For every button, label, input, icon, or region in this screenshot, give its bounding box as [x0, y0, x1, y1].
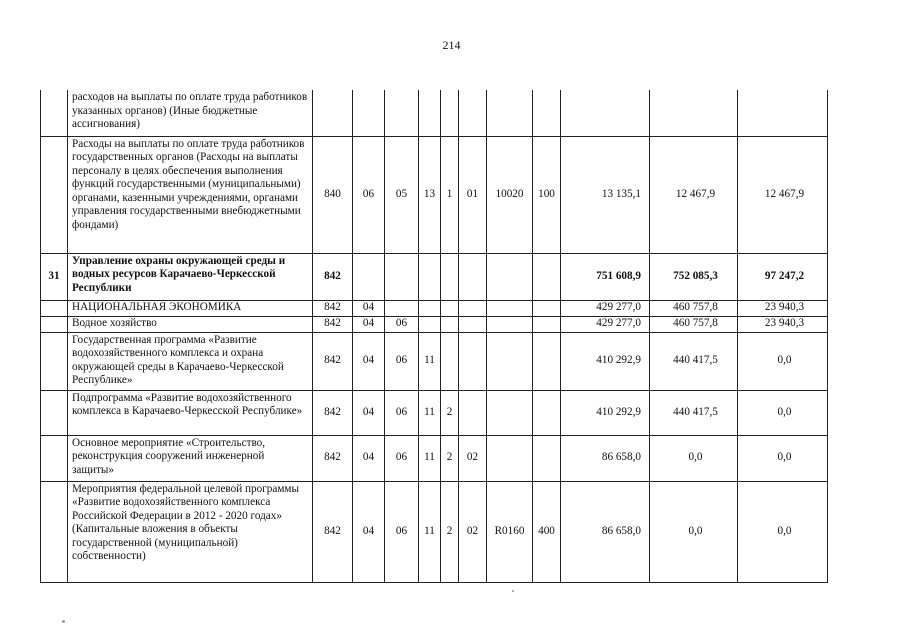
admin-code: 842 — [313, 300, 353, 316]
subprogram-code — [441, 316, 459, 332]
row-index — [41, 435, 68, 481]
amount-2: 0,0 — [650, 435, 738, 481]
amount-1: 429 277,0 — [561, 316, 650, 332]
subsection-code — [385, 253, 419, 300]
row-description: Расходы на выплаты по оплате труда работников государственных органов (Расходы на выплаты персоналу в целях обеспечения выполнения функций государственными (муниципальными) органами, казенными учреждениями, органами управления государственными внебюджетными фондами) — [68, 136, 313, 253]
section-code: 04 — [353, 332, 385, 390]
amount-3: 0,0 — [738, 390, 828, 435]
direction-code — [487, 316, 533, 332]
amount-2: 0,0 — [650, 481, 738, 582]
program-code — [419, 316, 441, 332]
subsection-code — [385, 300, 419, 316]
subsection-code: 06 — [385, 390, 419, 435]
subsection-code: 06 — [385, 316, 419, 332]
admin-code: 840 — [313, 136, 353, 253]
admin-code: 842 — [313, 332, 353, 390]
expense-type-code — [533, 390, 561, 435]
row-description: Подпрограмма «Развитие водохозяйственного комплекса в Карачаево-Черкесской Республике» — [68, 390, 313, 435]
amount-2: 440 417,5 — [650, 332, 738, 390]
direction-code — [487, 390, 533, 435]
event-code — [459, 332, 487, 390]
amount-1: 13 135,1 — [561, 136, 650, 253]
expense-type-code — [533, 435, 561, 481]
program-code: 11 — [419, 435, 441, 481]
subprogram-code: 2 — [441, 390, 459, 435]
row-index — [41, 90, 68, 136]
amount-1: 410 292,9 — [561, 390, 650, 435]
row-index — [41, 300, 68, 316]
subprogram-code: 1 — [441, 136, 459, 253]
amount-2: 460 757,8 — [650, 300, 738, 316]
row-index — [41, 481, 68, 582]
row-index — [41, 332, 68, 390]
row-description: расходов на выплаты по оплате труда работников указанных органов) (Иные бюджетные ассигнования) — [68, 90, 313, 136]
program-code — [419, 253, 441, 300]
subsection-code — [385, 90, 419, 136]
expense-type-code: 100 — [533, 136, 561, 253]
expense-type-code — [533, 300, 561, 316]
amount-1: 751 608,9 — [561, 253, 650, 300]
subprogram-code — [441, 332, 459, 390]
direction-code — [487, 435, 533, 481]
program-code: 11 — [419, 481, 441, 582]
table-row — [41, 435, 828, 481]
direction-code — [487, 253, 533, 300]
expense-type-code — [533, 90, 561, 136]
amount-2: 12 467,9 — [650, 136, 738, 253]
subprogram-code — [441, 253, 459, 300]
amount-3: 12 467,9 — [738, 136, 828, 253]
amount-1 — [561, 90, 650, 136]
amount-1: 86 658,0 — [561, 435, 650, 481]
row-description: Государственная программа «Развитие водохозяйственного комплекса и охрана окружающей среды в Карачаево-Черкесской Республике» — [68, 332, 313, 390]
page-number: 214 — [442, 38, 461, 52]
row-index — [41, 316, 68, 332]
event-code: 02 — [459, 435, 487, 481]
amount-3: 97 247,2 — [738, 253, 828, 300]
row-description: Водное хозяйство — [68, 316, 313, 332]
event-code: 01 — [459, 136, 487, 253]
budget-table — [40, 90, 828, 583]
event-code — [459, 253, 487, 300]
direction-code: 10020 — [487, 136, 533, 253]
program-code: 11 — [419, 332, 441, 390]
direction-code — [487, 90, 533, 136]
amount-1: 86 658,0 — [561, 481, 650, 582]
amount-3: 0,0 — [738, 481, 828, 582]
admin-code: 842 — [313, 390, 353, 435]
table-row — [41, 300, 828, 316]
amount-1: 429 277,0 — [561, 300, 650, 316]
table-row — [41, 481, 828, 582]
section-code: 04 — [353, 390, 385, 435]
program-code: 13 — [419, 136, 441, 253]
event-code: 02 — [459, 481, 487, 582]
admin-code: 842 — [313, 481, 353, 582]
admin-code — [313, 90, 353, 136]
row-description: Управление охраны окружающей среды и водных ресурсов Карачаево-Черкесской Республики — [68, 253, 313, 300]
event-code — [459, 390, 487, 435]
admin-code: 842 — [313, 316, 353, 332]
program-code — [419, 300, 441, 316]
row-index — [41, 390, 68, 435]
subprogram-code — [441, 300, 459, 316]
amount-3: 23 940,3 — [738, 316, 828, 332]
event-code — [459, 316, 487, 332]
section-code: 04 — [353, 435, 385, 481]
direction-code — [487, 332, 533, 390]
amount-2: 460 757,8 — [650, 316, 738, 332]
table-row — [41, 136, 828, 253]
table-row — [41, 332, 828, 390]
subprogram-code — [441, 90, 459, 136]
section-code — [353, 253, 385, 300]
row-description: Основное мероприятие «Строительство, реконструкция сооружений инженерной защиты» — [68, 435, 313, 481]
amount-2: 440 417,5 — [650, 390, 738, 435]
event-code — [459, 90, 487, 136]
amount-3: 0,0 — [738, 435, 828, 481]
subprogram-code: 2 — [441, 435, 459, 481]
expense-type-code — [533, 316, 561, 332]
section-code: 04 — [353, 481, 385, 582]
table-row — [41, 390, 828, 435]
subsection-code: 06 — [385, 435, 419, 481]
direction-code — [487, 300, 533, 316]
admin-code: 842 — [313, 435, 353, 481]
event-code — [459, 300, 487, 316]
amount-3: 23 940,3 — [738, 300, 828, 316]
section-code: 04 — [353, 300, 385, 316]
admin-code: 842 — [313, 253, 353, 300]
program-code: 11 — [419, 390, 441, 435]
subsection-code: 05 — [385, 136, 419, 253]
scan-speck — [512, 590, 514, 592]
table-row — [41, 316, 828, 332]
expense-type-code — [533, 332, 561, 390]
row-index: 31 — [41, 253, 68, 300]
program-code — [419, 90, 441, 136]
section-code: 06 — [353, 136, 385, 253]
row-description: Мероприятия федеральной целевой программы «Развитие водохозяйственного комплекса Российской Федерации в 2012 - 2020 годах» (Капитальные вложения в объекты государственной (муниципальной) собственности) — [68, 481, 313, 582]
subsection-code: 06 — [385, 481, 419, 582]
amount-3 — [738, 90, 828, 136]
expense-type-code — [533, 253, 561, 300]
subprogram-code: 2 — [441, 481, 459, 582]
section-code — [353, 90, 385, 136]
amount-2 — [650, 90, 738, 136]
subsection-code: 06 — [385, 332, 419, 390]
table-row — [41, 90, 828, 136]
row-description: НАЦИОНАЛЬНАЯ ЭКОНОМИКА — [68, 300, 313, 316]
section-code: 04 — [353, 316, 385, 332]
table-row — [41, 253, 828, 300]
direction-code: R0160 — [487, 481, 533, 582]
scan-speck — [62, 620, 65, 623]
expense-type-code: 400 — [533, 481, 561, 582]
amount-3: 0,0 — [738, 332, 828, 390]
amount-2: 752 085,3 — [650, 253, 738, 300]
row-index — [41, 136, 68, 253]
amount-1: 410 292,9 — [561, 332, 650, 390]
